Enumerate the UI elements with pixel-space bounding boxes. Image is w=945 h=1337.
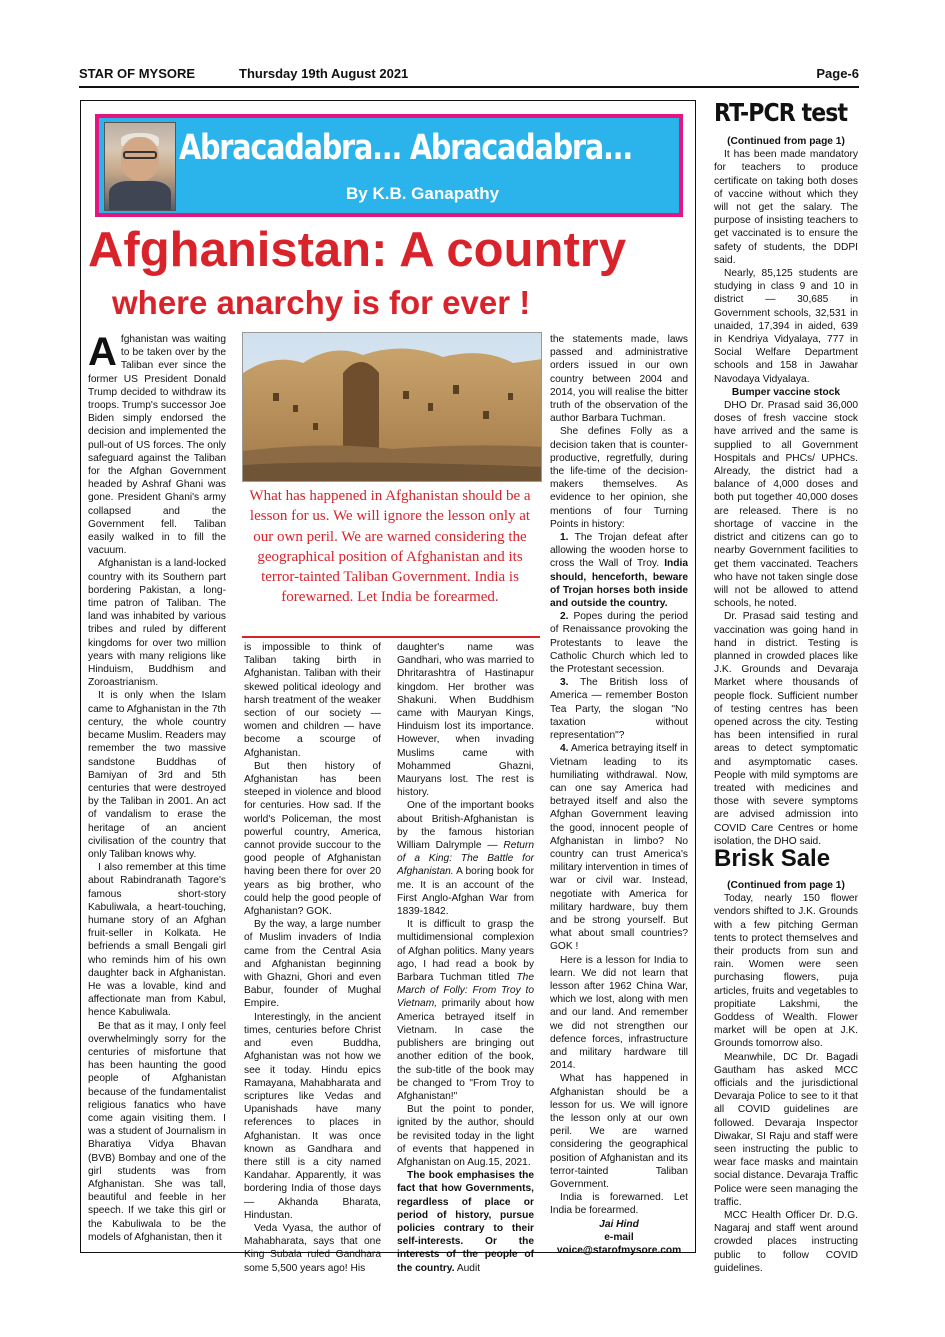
paragraph: It is only when the Islam came to Afghanistan in the 7th century, the whole country became Muslim. Readers may remember the two massive sandstone Buddhas of Bamiyan of 3rd and 5th centuries that were destroyed by the Taliban in 2001. An act of vandalism to erase the heritage of an ancient civilisation of the country that only Taliban knows why. (88, 690, 226, 860)
paragraph: Be that as it may, I only feel overwhelmingly sorry for the centuries of misfortune that has been haunting the good people of Afghanistan because of the fundamentalist religious fanatics who have come again visiting them. I was a student of Journalism in Bharatiya Vidya Bhavan (BVB) Bombay and one of the girl students was from Afghanistan. She was tall, beautiful and feeble in her speech. If we take this girl or the Kabuliwala to be the models of Afghanistan, then it (88, 1020, 226, 1243)
headline-line-2: where anarchy is for ever ! (112, 284, 531, 321)
paragraph: MCC Health Officer Dr. D.G. Nagaraj and staff went around crowded places instructing public to follow COVID guidelines. (714, 1210, 858, 1274)
issue-date: Thursday 19th August 2021 (239, 66, 409, 81)
paragraph: Dr. Prasad said testing and vaccination was going hand in hand in district. Testing is planned in crowded places like J.K. Grounds and Devaraja Market where thousands of people flock. Sufficient number of testing centres has been opened across the city. Testing has been intensified in rural areas to detect symptomatic and asymptomatic cases. People with mild symptoms are treated with medicines and those with severe symptoms are advised admission into COVID Care Centres or home isolation, the DHO said. (714, 611, 858, 847)
paragraph: Today, nearly 150 flower vendors shifted to J.K. Grounds with a few pitching German tents to protect themselves and their products from sun and rain. Women were seen purchasing flowers, puja articles, fruits and vegetables to propitiate Lakshmi, the Goddess of Wealth. Flower market will be open at J.K. Grounds tomorrow also. (714, 893, 858, 1050)
paragraph: It has been made mandatory for teachers to produce certificate on taking both doses of vaccine without which they will not get the salary. The purpose of insisting teachers to get vaccinated is to ensure the safety of students, the DDPI said. (714, 149, 858, 266)
paragraph: is impossible to think of Taliban taking birth in Afghanistan. Taliban with their skewed political ideology and harsh treatment of the weaker section of our society — women and children — have become a scourge of Afghanistan. (244, 642, 381, 759)
paragraph: It is difficult to grasp the multidimensional complexion of Afghan politics. Many years ago, I had read a book by Barbara Tuchman titled The March of Folly: From Troy to Vietnam, primarily about how America betrayed itself in Vietnam. In case the publishers are bringing out another edition of the book, the sub-title of the book may be changed to "From Troy to Afghanistan!" (397, 919, 534, 1102)
cliff-illustration (243, 333, 542, 482)
author-photo (104, 122, 176, 211)
paragraph: 1. The Trojan defeat after allowing the wooden horse to cross the Wall of Troy. India should, henceforth, beware of Trojan horses both inside and outside the country. (550, 532, 688, 610)
email-label: e-mail (604, 1231, 634, 1243)
sign-off: Jai Hind (599, 1218, 639, 1230)
paragraph: Interestingly, in the ancient times, centuries before Christ and even Buddha, Afghanistan was not how we see it today. Hindu epics Ramayana, Mahabharata and scriptures like Vedas and Upanishads have many references to places in Afghanistan. It was once known as Gandhara and there still is a city named Kandahar. Apparently, it was bordering India of those days — Akhanda Bharata, Hindustan. (244, 1011, 381, 1221)
paragraph: But then history of Afghanistan has been steeped in violence and blood for centuries. How sad. If the world's Policeman, the most powerful country, America, cannot provide succour to the good people of Afghanistan having been there for over 20 years as big brother, who could help the good people of Afghanistan? GOK. (244, 760, 381, 918)
paragraph: Nearly, 85,125 students are studying in class 9 and 10 in district — 30,685 in Government schools, 32,531 in unaided, 17,394 in aided, 639 in Kendriya Vidyalaya, 777 in Social Welfare Department schools and 158 in Jawahar Navodaya Vidyalaya. (714, 268, 858, 385)
paragraph: Veda Vyasa, the author of Mahabharata, says that one King Subala ruled Gandhara some 5,500 years ago! His (244, 1222, 381, 1274)
paragraph: One of the important books about British-Afghanistan is by the famous historian William Dalrymple — Return of a King: The Battle for Afghanistan. A boring book for me. It is an account of the First Anglo-Afghan War from 1839-1842. (397, 800, 534, 918)
article-column-4 (550, 333, 688, 1257)
paragraph: India is forewarned. Let India be forearmed. (550, 1192, 688, 1217)
subhead: Bumper vaccine stock (731, 386, 841, 398)
continued-label: (Continued from page 1) (727, 136, 845, 147)
paper-name: STAR OF MYSORE (79, 66, 196, 81)
book-title: The March of Folly: From Troy to Vietnam, (397, 972, 534, 1010)
brisk-sale-heading: Brisk Sale (714, 845, 831, 872)
drop-cap: A (88, 330, 117, 374)
paragraph: I also remember at this time about Rabindranath Tagore's famous short-story Kabuliwala, a heart-touching, humane story of an Afghan fruit-seller in Kolkata. He befriends a small Bengali girl who reminds him of his own daughter back in Afghanistan. He was a lovable, kind and affectionate man from Kabul, hence Kabuliwala. (88, 862, 226, 1019)
paragraph: What has happened in Afghanistan should be a lesson for us. We will ignore the lesson only at our own peril. We are warned considering the geographical position of Afghanistan and its terror-tainted Taliban Government. (550, 1073, 688, 1190)
rtpcr-heading: RT-PCR test (714, 98, 848, 127)
article-column-2 (244, 641, 381, 1275)
paragraph: Meanwhile, DC Dr. Bagadi Gautham has asked MCC officials and the jurisdictional Devaraja Police to see to it that all COVID guidelines are followed. Devaraja Inspector Diwakar, SI Raju and staff were seen instructing the public to wear face masks and maintain social distance. Devaraja Traffic Police were seen managing the traffic. (714, 1051, 858, 1208)
continued-label: (Continued from page 1) (727, 880, 845, 891)
page-number: Page-6 (816, 66, 859, 81)
headline-line-1: Afghanistan: A country (88, 223, 627, 277)
paragraph: By the way, a large number of Muslim invaders of India came from the Central Asia and Afghanistan beginning with Ghazni, Ghori and even Babur, founder of Mughal Empire. (244, 919, 381, 1010)
paragraph: Here is a lesson for India to learn. We did not learn that lesson after 1962 China War, which we lost, along with men and our land. And remember we did not strengthen our defence forces, infrastructure and military hardware till 2014. (550, 954, 688, 1072)
paragraph: Afghanistan was waiting to be taken over by the Taliban ever since the former US President Donald Trump decided to withdraw its troops. Trump's successor Joe Biden simply endorsed the decision and implemented the pull-out of US forces. The only safeguard against the Taliban for the Afghan Government headed by Ashraf Ghani was gone. President Ghani's army collapsed and the Government fell. Taliban easily walked in to fill the vacuum. (88, 330, 226, 557)
pull-quote: What has happened in Afghanistan should be a lesson for us. We will ignore the lesson only at our own peril. We are warned considering the geographical position of Afghanistan and its terror-tainted Taliban Government. India is forewarned. Let India be forearmed. (249, 488, 531, 606)
masthead (79, 62, 859, 86)
article-column-3 (397, 641, 534, 1275)
brisk-sale-story (714, 879, 858, 1275)
column-banner (95, 114, 683, 217)
paragraph: 3. The British loss of America — remember Boston Tea Party, the slogan "No taxation without representation"? (550, 677, 688, 742)
pull-quote-rule (242, 636, 540, 638)
rtpcr-story (714, 135, 858, 848)
article-column-1 (88, 330, 226, 1244)
email-address: voice@starofmysore.com (556, 1245, 682, 1257)
paragraph: DHO Dr. Prasad said 36,000 doses of fresh vaccine stock have arrived and the same is supplied to all Government Hospitals and PHCs/ UPHCs. Already, the district had a balance of 4,000 doses and both put together 40,000 doses are released. There is no shortage of vaccine in the district and citizens can go to nearby Government facilities to get them vaccinated. Teachers who have not taken single dose will not be allowed to attend schools, he noted. (714, 400, 858, 610)
paragraph: the statements made, laws passed and administrative orders issued in our own country between 2004 and 2014, you will realise the bitter truth of the observation of the author Barbara Tuchman. (550, 334, 688, 425)
book-title: Return of a King: The Battle for Afghanistan. (397, 840, 534, 878)
paragraph: 4. America betraying itself in Vietnam leading to its humiliating withdrawal. Now, can one say America had betrayed itself and also the Afghan Government leaving the good, innocent people of Afghanistan in limbo? No country can trust America's military intervention in times of war or civil war. Instead, negotiate with America for military hardware, buy them and be strong yourself. But what about small countries? GOK ! (550, 743, 688, 953)
paragraph: daughter's name was Gandhari, who was married to Dhritarashtra of Hastinapur kingdom. Her brother was Shakuni. When Buddhism came with Mauryan Kings, Hinduism lost its importance. However, when invading Muslims came with Mohammed Ghazni, Mauryans lost. The rest is history. (397, 642, 534, 799)
paragraph: The book emphasises the fact that how Governments, regardless of place or period of history, pursue policies contrary to their self-interests. Or the interests of the people of the country. Audit (397, 1170, 534, 1274)
paragraph: She defines Folly as a decision taken that is counter-productive, regretfully, during the life-time of the decision-makers themselves. As evidence to her opinion, she mentions of four Turning Points in history: (550, 426, 688, 530)
paragraph: Afghanistan is a land-locked country with its Southern part bordering Pakistan, a long-time patron of Taliban. The land was inhabited by various tribes and ruled by different kingdoms for over two million years with many religions like Hinduism, Buddhism and Zoroastrianism. (88, 558, 226, 689)
masthead-rule (79, 86, 859, 88)
bamiyan-buddha-photo (242, 332, 542, 482)
paragraph: 2. Popes during the period of Renaissance provoking the Protestants to leave the Catholic Church which led to the Protestant secession. (550, 611, 688, 676)
column-title: Abracadabra... Abracadabra... (179, 128, 633, 168)
byline: By K.B. Ganapathy (346, 184, 500, 203)
paragraph: But the point to ponder, ignited by the author, should be revisited today in the light of events that happened in Afghanistan on Aug.15, 2021. (397, 1104, 534, 1168)
